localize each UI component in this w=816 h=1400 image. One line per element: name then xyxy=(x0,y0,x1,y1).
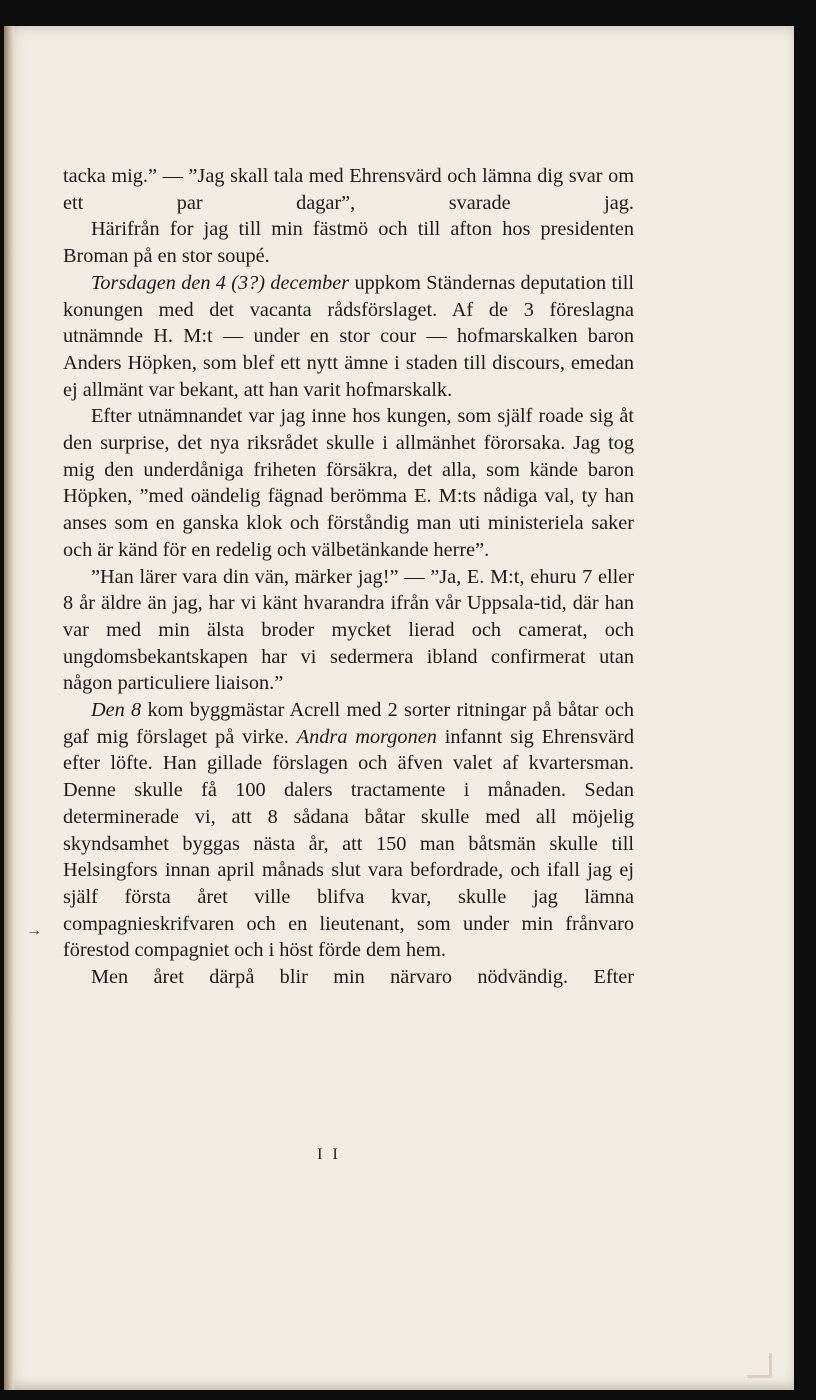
paragraph xyxy=(63,163,634,216)
text-segment: infannt sig Ehrensvärd efter löfte. Han gillade förslagen och äfven valet af kvartersman. Denne skulle få 100 dalers tractamente i månaden. Sedan determinerade vi, att 8 sådana båtar skulle med all möjelig skyndsamhet byggas nästa år, att 150 man båtsmän skulle till Helsingfors innan april månads slut vara befordrade, och ifall jag ej själf första året ville blifva kvar, skulle jag lämna compagnieskrifvaren och en lieutenant, som under min frånvaro förestod compagniet och i höst förde dem hem. xyxy=(63,725,635,962)
paragraph xyxy=(63,697,634,964)
page-corner xyxy=(747,1353,772,1378)
text-segment: tacka mig.” — ”Jag skall tala med Ehrensvärd och lämna dig svar om ett par dagar”, svarade jag. xyxy=(63,165,634,214)
italic-date: Den 8 xyxy=(91,699,142,722)
italic-phrase: Andra morgonen xyxy=(296,725,437,748)
text-segment: Härifrån for jag till min fästmö och till afton hos presidenten Broman på en stor soupé. xyxy=(63,218,634,268)
italic-date: Torsdagen den 4 (3?) december xyxy=(91,271,350,294)
page-spine-shadow xyxy=(4,26,14,1390)
text-segment: uppkom Ständernas deputation till konungen med det vacanta rådsförslaget. Af de 3 föreslagna utnämnde H. M:t — under en stor cour — hofmarskalken baron Anders Höpken, som blef ett nytt ämne i staden till discours, emedan ej allmänt var bekant, att han varit hofmarskalk. xyxy=(63,271,634,401)
text-segment: Efter utnämnandet var jag inne hos kungen, som själf roade sig åt den surprise, det nya riksrådet skulle i allmänhet förorsaka. Jag tog mig den underdåniga friheten försäkra, det alla, som kände baron Höpken, ”med oändelig fägnad berömma E. M:ts nådiga val, ty han anses som en ganska klok och förståndig man uti ministeriela saker och är känd för en redelig och välbetänkande herre”. xyxy=(63,405,634,561)
text-segment: ”Han lärer vara din vän, märker jag!” — ”Ja, E. M:t, ehuru 7 eller 8 år äldre än jag, har vi känt hvarandra ifrån vår Uppsala-tid, där han var med min älsta broder mycket lierad och camerat, och ungdomsbekantskapen har vi sedermera ibland confirmerat utan någon particuliere liaison.” xyxy=(63,565,634,695)
paragraph xyxy=(63,216,634,269)
paragraph xyxy=(63,564,634,698)
text-segment: kom byggmästar Acrell med 2 sorter ritningar på båtar och gaf mig förslaget på virke. xyxy=(63,699,635,748)
paragraph xyxy=(63,270,634,404)
book-page xyxy=(4,26,794,1390)
paragraph xyxy=(63,964,634,991)
page-number: I I xyxy=(317,1146,341,1163)
body-text xyxy=(63,163,634,991)
text-segment: Men året därpå blir min närvaro nödvändig. Efter xyxy=(91,966,634,989)
paragraph xyxy=(63,403,634,563)
margin-mark: → xyxy=(26,922,42,939)
